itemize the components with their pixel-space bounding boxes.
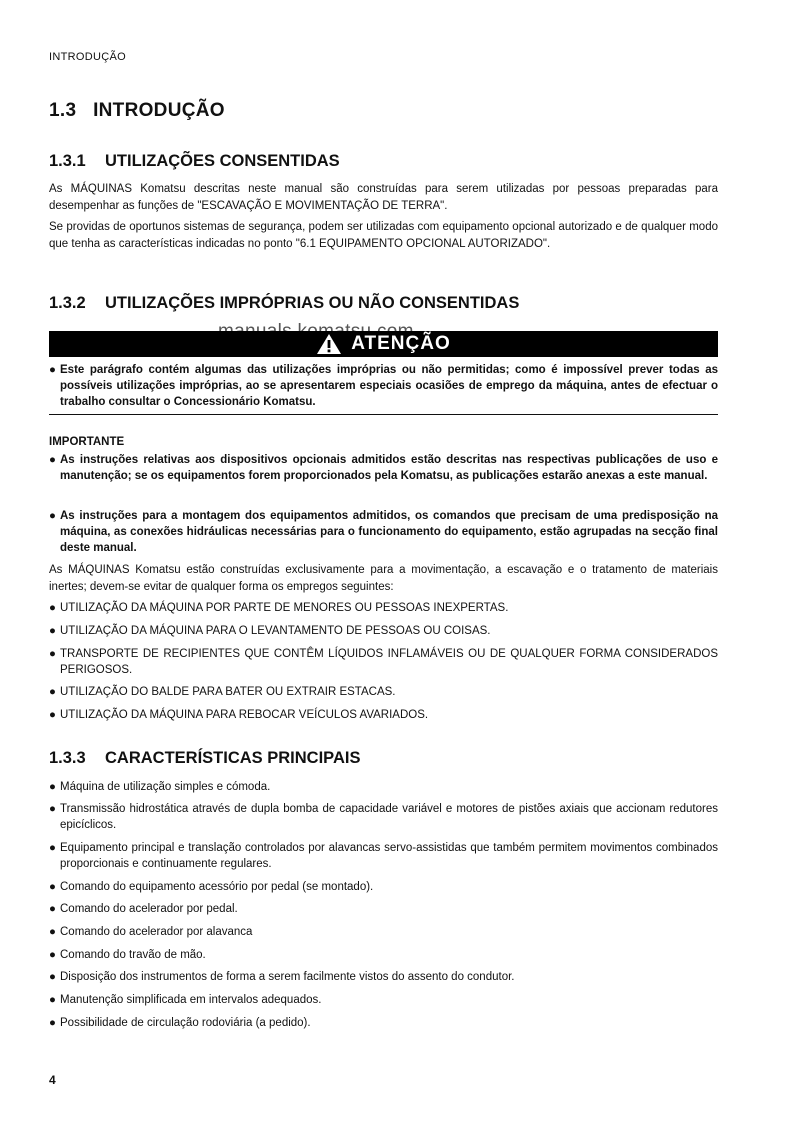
misuse-list — [49, 707, 718, 723]
list-item — [49, 646, 718, 678]
bullet-icon: ● — [49, 903, 56, 915]
bullet-icon: ● — [49, 709, 56, 721]
feature-text: Comando do acelerador por alavanca — [60, 926, 253, 938]
misuse-list — [49, 684, 718, 700]
bullet-icon: ● — [49, 926, 56, 938]
list-item — [49, 452, 718, 484]
subsection-heading-1-3-3 — [49, 749, 360, 768]
misuse-text: TRANSPORTE DE RECIPIENTES QUE CONTÊM LÍQUIDOS INFLAMÁVEIS OU DE QUALQUER FORMA CONSIDERADOS PERIGOSOS. — [60, 648, 718, 676]
list-item — [49, 992, 718, 1008]
list-item — [49, 969, 718, 985]
list-item — [49, 600, 718, 616]
important-list — [49, 452, 718, 484]
subsection-number: 1.3.3 — [49, 749, 86, 767]
feature-text: Disposição dos instrumentos de forma a serem facilmente vistos do assento do condutor. — [60, 971, 515, 983]
misuse-list — [49, 600, 718, 616]
section-number: 1.3 — [49, 100, 77, 121]
misuse-text: UTILIZAÇÃO DA MÁQUINA PARA REBOCAR VEÍCULOS AVARIADOS. — [60, 709, 429, 721]
feature-text: Comando do equipamento acessório por pedal (se montado). — [60, 881, 374, 893]
bullet-icon: ● — [49, 364, 56, 376]
bullet-icon: ● — [49, 686, 56, 698]
feature-list — [49, 901, 718, 917]
list-item — [49, 924, 718, 940]
feature-list — [49, 1015, 718, 1031]
feature-text: Transmissão hidrostática através de dupla bomba de capacidade variável e motores de pistões axiais que accionam redutores epicíclicos. — [60, 803, 718, 831]
list-item — [49, 901, 718, 917]
misuse-text: UTILIZAÇÃO DO BALDE PARA BATER OU EXTRAIR ESTACAS. — [60, 686, 396, 698]
bullet-icon: ● — [49, 510, 56, 522]
feature-list — [49, 779, 718, 795]
bullet-icon: ● — [49, 648, 56, 660]
bullet-icon: ● — [49, 602, 56, 614]
misuse-list — [49, 623, 718, 639]
paragraph-intended-use: As MÁQUINAS Komatsu estão construídas exclusivamente para a movimentação, a escavação e o tratamento de materiais inertes; devem-se evitar de qualquer forma os empregos seguintes: — [49, 564, 718, 593]
feature-list — [49, 924, 718, 940]
feature-list — [49, 840, 718, 872]
list-item — [49, 684, 718, 700]
running-head: INTRODUÇÃO — [49, 51, 126, 63]
list-item — [49, 707, 718, 723]
bullet-icon: ● — [49, 803, 56, 815]
paragraph-permitted-uses: As MÁQUINAS Komatsu descritas neste manual são construídas para serem utilizadas por pessoas preparadas para desempenhar as funções de "ESCAVAÇÃO E MOVIMENTAÇÃO DE TERRA". — [49, 183, 718, 212]
page-number: 4 — [49, 1073, 56, 1087]
feature-text: Possibilidade de circulação rodoviária (a pedido). — [60, 1017, 311, 1029]
misuse-text: UTILIZAÇÃO DA MÁQUINA POR PARTE DE MENORES OU PESSOAS INEXPERTAS. — [60, 602, 509, 614]
list-item — [49, 623, 718, 639]
warning-triangle-icon — [316, 333, 342, 355]
feature-list — [49, 947, 718, 963]
feature-text: Manutenção simplificada em intervalos adequados. — [60, 994, 322, 1006]
warning-label: ATENÇÃO — [351, 333, 451, 354]
subsection-title: UTILIZAÇÕES IMPRÓPRIAS OU NÃO CONSENTIDAS — [105, 294, 520, 312]
section-heading — [49, 100, 225, 122]
bullet-icon: ● — [49, 1017, 56, 1029]
feature-text: Equipamento principal e translação controlados por alavancas servo-assistidas que também permitem movimentos combinados proporcionais e continuamente regulares. — [60, 842, 718, 870]
list-item — [49, 879, 718, 895]
feature-text: Máquina de utilização simples e cómoda. — [60, 781, 271, 793]
list-item — [49, 362, 718, 410]
subsection-title: CARACTERÍSTICAS PRINCIPAIS — [105, 749, 361, 767]
subsection-heading-1-3-2 — [49, 294, 519, 313]
important-list — [49, 508, 718, 556]
list-item — [49, 779, 718, 795]
important-text: As instruções para a montagem dos equipamentos admitidos, os comandos que precisam de uma predisposição na máquina, as conexões hidráulicas necessárias para o funcionamento do equipamento, estão agrupadas na secção final deste manual. — [60, 510, 718, 554]
warning-divider — [49, 414, 718, 415]
bullet-icon: ● — [49, 454, 56, 466]
list-item — [49, 1015, 718, 1031]
list-item — [49, 508, 718, 556]
bullet-icon: ● — [49, 971, 56, 983]
subsection-title: UTILIZAÇÕES CONSENTIDAS — [105, 152, 340, 170]
misuse-list — [49, 646, 718, 678]
warning-list — [49, 362, 718, 410]
bullet-icon: ● — [49, 842, 56, 854]
list-item — [49, 947, 718, 963]
important-label: IMPORTANTE — [49, 436, 125, 448]
subsection-number: 1.3.1 — [49, 152, 86, 170]
bullet-icon: ● — [49, 994, 56, 1006]
feature-list — [49, 801, 718, 833]
bullet-icon: ● — [49, 625, 56, 637]
important-text: As instruções relativas aos dispositivos opcionais admitidos estão descritas nas respectivas publicações de uso e manutenção; se os equipamentos forem proporcionados pela Komatsu, as publicações estarão anexas a este manual. — [60, 454, 718, 482]
feature-list — [49, 969, 718, 985]
feature-list — [49, 879, 718, 895]
bullet-icon: ● — [49, 949, 56, 961]
feature-text: Comando do acelerador por pedal. — [60, 903, 238, 915]
warning-banner — [49, 331, 718, 357]
warning-text: Este parágrafo contém algumas das utilizações impróprias ou não permitidas; como é impossível prever todas as possíveis utilizações impróprias, ao se apresentarem especiais ocasiões de emprego da máquina, antes de efectuar o trabalho consultar o Concessionário Komatsu. — [60, 364, 718, 408]
subsection-number: 1.3.2 — [49, 294, 86, 312]
feature-list — [49, 992, 718, 1008]
list-item — [49, 801, 718, 833]
feature-text: Comando do travão de mão. — [60, 949, 206, 961]
bullet-icon: ● — [49, 881, 56, 893]
list-item — [49, 840, 718, 872]
misuse-text: UTILIZAÇÃO DA MÁQUINA PARA O LEVANTAMENTO DE PESSOAS OU COISAS. — [60, 625, 491, 637]
section-title: INTRODUÇÃO — [93, 100, 225, 121]
bullet-icon: ● — [49, 781, 56, 793]
paragraph-optional-equipment: Se providas de oportunos sistemas de segurança, podem ser utilizadas com equipamento opcional autorizado e de qualquer modo que tenha as características indicadas no ponto "6.1 EQUIPAMENTO OPCIONAL AUTORIZADO". — [49, 221, 718, 250]
subsection-heading-1-3-1 — [49, 152, 340, 171]
